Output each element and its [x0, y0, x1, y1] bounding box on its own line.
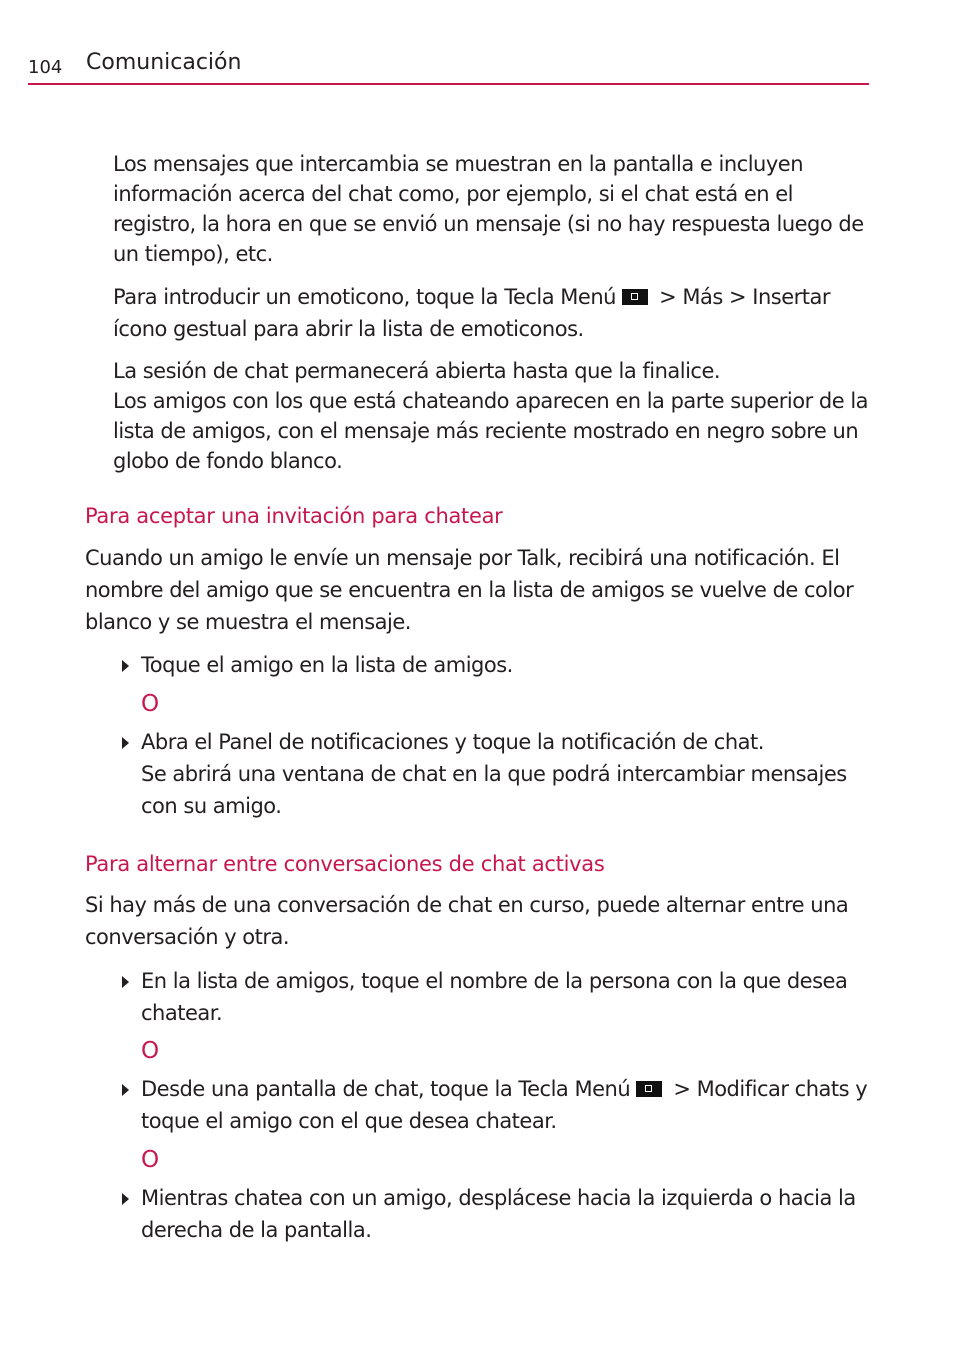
accept-body: Cuando un amigo le envíe un mensaje por Talk, recibirá una notificación. El nombre del amigo que se encuentra en la lista de amigos se vuelve de color blanco y se muestra el mensaje.	[85, 546, 854, 634]
intro-paragraph-session	[113, 356, 873, 476]
switch-body: Si hay más de una conversación de chat en curso, puede alternar entre una conversación y otra.	[85, 893, 849, 949]
menu-key-icon	[636, 1081, 662, 1097]
switch-step-2	[119, 1073, 879, 1137]
more-label: Más	[682, 285, 723, 309]
switch-step-2-text	[141, 1073, 879, 1137]
menu-key-label: Tecla Menú	[504, 285, 616, 309]
or-separator: O	[141, 1038, 160, 1064]
accept-step-2-line1: Abra el Panel de notificaciones y toque la notificación de chat.	[141, 730, 764, 754]
page-number: 104	[28, 57, 63, 78]
accept-step-2-line2: Se abrirá una ventana de chat en la que podrá intercambiar mensajes con su amigo.	[141, 762, 847, 818]
switch-step-3-text: Mientras chatea con un amigo, desplácese hacia la izquierda o hacia la derecha de la pantalla.	[141, 1186, 856, 1242]
emoticon-separator-2: >	[722, 285, 753, 309]
switch-step-2-end: y toque el amigo con el que desea chatear.	[141, 1077, 868, 1133]
arrow-bullet-icon	[122, 1084, 129, 1096]
accept-step-1	[119, 649, 879, 681]
accept-step-2-text	[141, 726, 879, 822]
session-line: La sesión de chat permanecerá abierta hasta que la finalice.	[113, 359, 721, 383]
accept-step-2	[119, 726, 879, 822]
emoticon-text-end: para abrir la lista de emoticonos.	[247, 317, 584, 341]
intro-paragraph-messages: Los mensajes que intercambia se muestran en la pantalla e incluyen información acerca del chat como, por ejemplo, si el chat está en el registro, la hora en que se envió un mensaje (si no hay respuesta luego de un tiempo), etc.	[113, 152, 864, 266]
friends-line: Los amigos con los que está chateando aparecen en la parte superior de la lista de amigos, con el mensaje más reciente mostrado en negro sobre un globo de fondo blanco.	[113, 389, 869, 473]
arrow-bullet-icon	[122, 976, 129, 988]
menu-key-icon	[622, 289, 648, 305]
page-header	[28, 50, 869, 85]
arrow-bullet-icon	[122, 737, 129, 749]
switch-step-2-start: Desde una pantalla de chat, toque la	[141, 1077, 519, 1101]
switch-step-2-separator: >	[667, 1077, 697, 1101]
section-title: Comunicación	[86, 50, 242, 75]
insert-icon-label: Insertar ícono gestual	[113, 285, 831, 341]
heading-accept-invitation: Para aceptar una invitación para chatear	[85, 504, 503, 528]
emoticon-text-start: Para introducir un emoticono, toque la	[113, 285, 505, 309]
switch-step-3	[119, 1182, 879, 1246]
accept-step-1-text: Toque el amigo en la lista de amigos.	[141, 653, 513, 677]
heading-switch-conversations: Para alternar entre conversaciones de chat activas	[85, 852, 605, 876]
or-separator: O	[141, 691, 160, 717]
or-separator: O	[141, 1147, 160, 1173]
arrow-bullet-icon	[122, 1193, 129, 1205]
intro-paragraph-emoticon	[113, 281, 873, 345]
arrow-bullet-icon	[122, 660, 129, 672]
modify-chats-label: Modificar chats	[696, 1077, 850, 1101]
emoticon-separator-1: >	[652, 285, 683, 309]
menu-key-label: Tecla Menú	[518, 1077, 631, 1101]
switch-step-1	[119, 965, 879, 1029]
switch-step-1-text: En la lista de amigos, toque el nombre de la persona con la que desea chatear.	[141, 969, 848, 1025]
